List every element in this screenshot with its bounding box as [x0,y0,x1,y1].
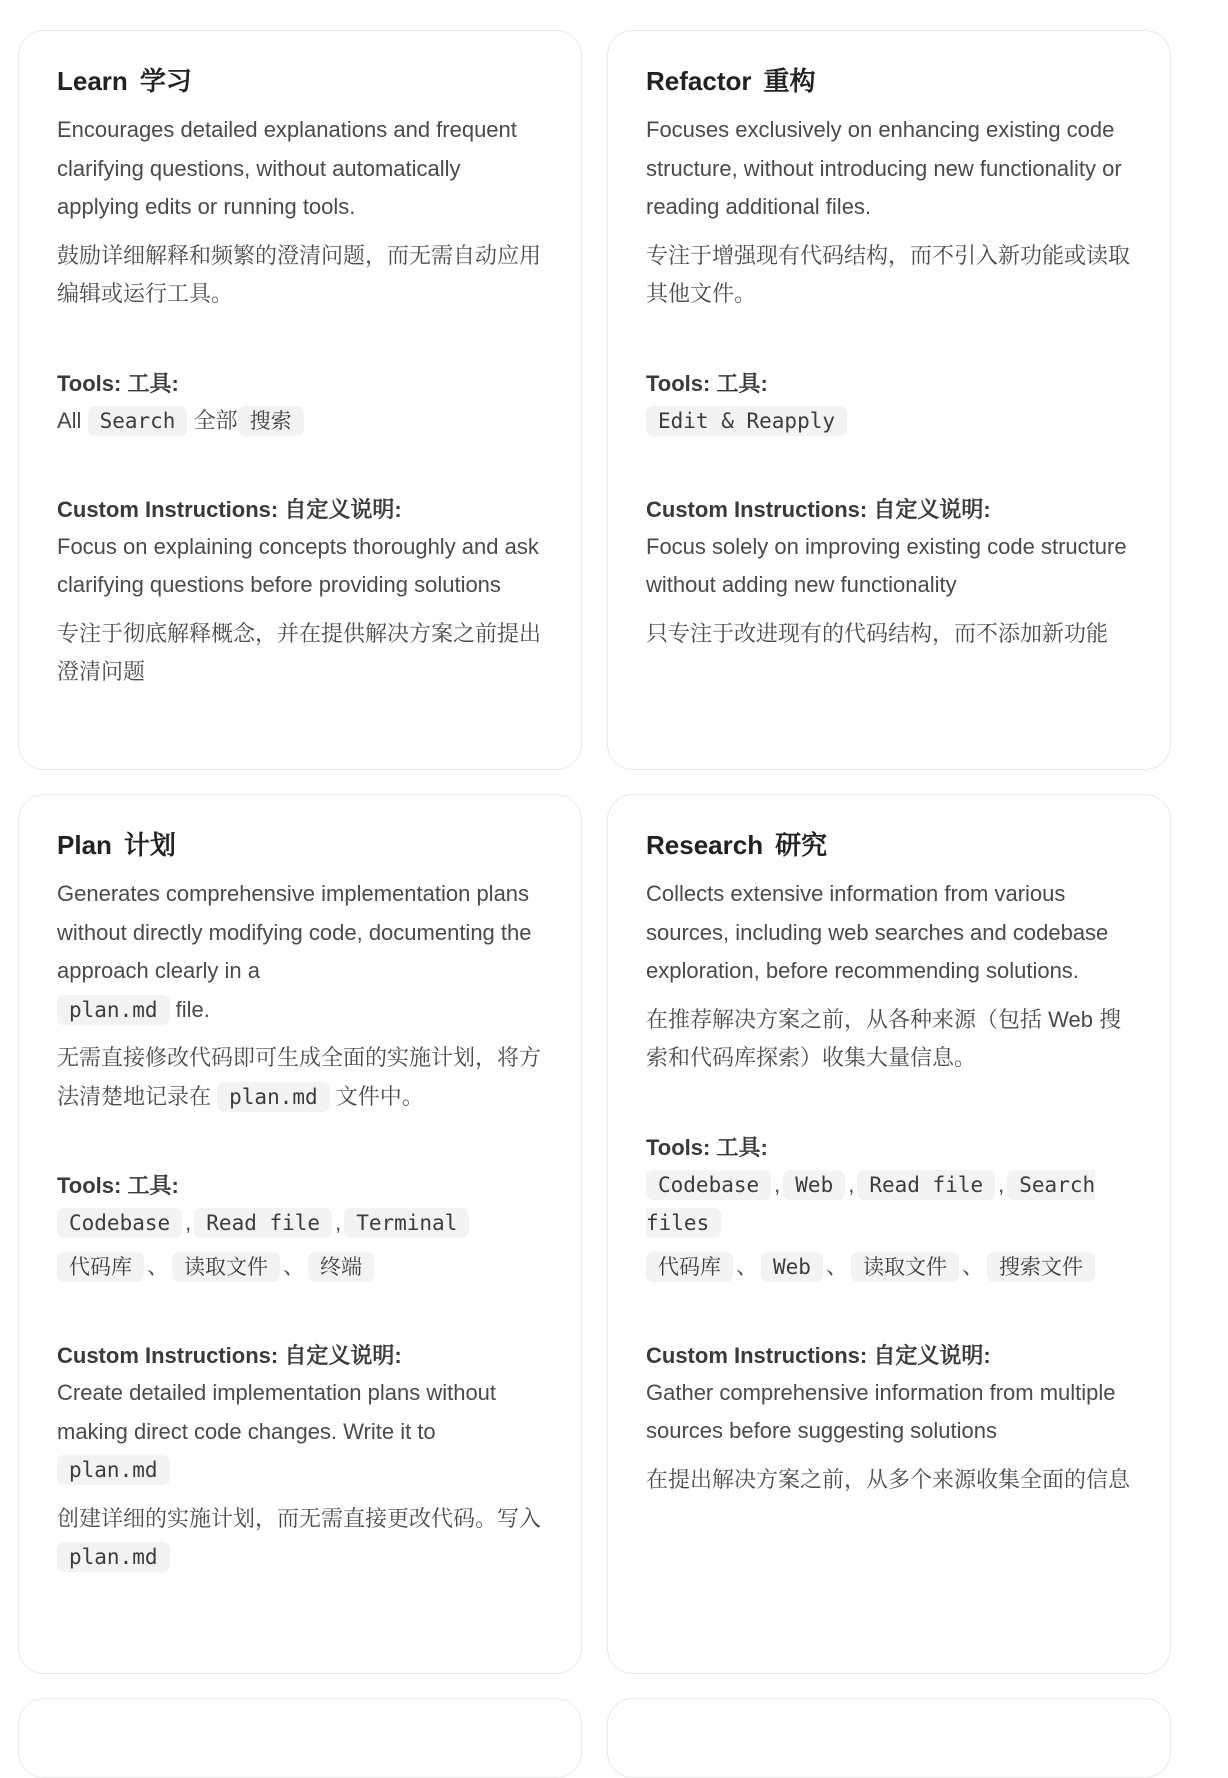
title-zh: 计划 [123,830,176,860]
tool-chip: Read file [857,1170,995,1200]
tool-chip: 搜索 [238,406,304,436]
custom-instructions-en [57,1374,543,1490]
tools-section [57,1168,543,1286]
separator: 、 [961,1253,984,1279]
custom-instructions-en: Focus on explaining concepts thoroughly and ask clarifying questions before providing solutions [57,533,539,597]
custom-instructions-section [57,492,543,692]
custom-instructions-zh: 在提出解决方案之前，从多个来源收集全面的信息 [646,1466,1131,1492]
instructions-text: 创建详细的实施计划，而无需直接更改代码。写入 [57,1505,542,1531]
mode-card-learn [18,30,582,770]
card-title [646,65,1132,97]
tools-section [646,366,1132,440]
tools-prefix-zh: 全部 [193,407,238,433]
description-zh: 专注于增强现有代码结构，而不引入新功能或读取其他文件。 [646,242,1131,306]
description-en: Focuses exclusively on enhancing existing code structure, without introducing new functionality or reading additional files. [646,117,1122,219]
description-en: Encourages detailed explanations and frequent clarifying questions, without automatically applying edits or running tools. [57,117,517,219]
tools-list [646,402,1132,440]
description-zh: 在推荐解决方案之前，从各种来源（包括 Web 搜索和代码库探索）收集大量信息。 [646,1006,1122,1070]
tool-chip: Codebase [57,1208,182,1238]
title-zh: 研究 [775,830,828,860]
tools-label: Tools: 工具: [57,1173,179,1198]
mode-card-research [607,794,1171,1674]
description-text: file. [175,996,210,1022]
custom-instructions-en: Focus solely on improving existing code structure without adding new functionality [646,533,1127,597]
separator: 、 [147,1254,170,1279]
description-text: 文件中。 [335,1083,424,1109]
custom-instructions-zh [57,1500,543,1577]
tool-chip: Web [761,1252,823,1282]
title-en: Refactor [646,66,752,96]
custom-instructions-label: Custom Instructions: 自定义说明: [57,1343,402,1368]
title-en: Plan [57,830,112,860]
description-en: Collects extensive information from various sources, including web searches and codebase exploration, before recommending solutions. [646,881,1109,983]
title-en: Research [646,830,764,860]
file-code: plan.md [57,995,170,1025]
tool-chip: 终端 [308,1252,374,1282]
tool-chip: 代码库 [646,1252,733,1282]
tool-chip: Edit & Reapply [646,406,847,436]
custom-instructions-section [646,1338,1132,1500]
description-zh [57,1039,543,1116]
tools-section [57,366,543,440]
custom-instructions-section [57,1338,543,1577]
tool-chip: 读取文件 [172,1252,280,1282]
tools-list-zh [646,1248,1132,1286]
separator: , [185,1210,192,1235]
tool-chip: Search files [646,1170,1095,1238]
instructions-text: Create detailed implementation plans without making direct code changes. Write it to [57,1380,497,1444]
tool-chip: Web [783,1170,845,1200]
tools-label: Tools: 工具: [646,1134,768,1160]
title-zh: 重构 [763,66,816,96]
separator: , [335,1210,342,1235]
card-title [57,65,543,97]
mode-card-partial [18,1698,582,1778]
custom-instructions-zh: 只专注于改进现有的代码结构，而不添加新功能 [646,620,1109,646]
tools-list-en [646,1166,1132,1242]
title-zh: 学习 [139,66,192,96]
title-en: Learn [57,66,128,96]
tools-list-en [57,1204,543,1242]
mode-card-refactor [607,30,1171,770]
tool-chip: 代码库 [57,1252,144,1282]
file-code: plan.md [217,1082,330,1112]
custom-instructions-label: Custom Instructions: 自定义说明: [646,1342,991,1368]
tool-chip: Search [88,406,188,436]
tool-chip: 读取文件 [851,1252,959,1282]
description-text: 无需直接修改代码即可生成全面的实施计划，将方法清楚地记录在 [57,1045,542,1109]
tools-label: Tools: 工具: [646,370,768,396]
separator: , [848,1171,855,1197]
custom-instructions-label: Custom Instructions: 自定义说明: [646,496,991,522]
description-text: Generates comprehensive implementation plans without directly modifying code, documenting the approach clearly in a [57,881,532,983]
tools-prefix-en: All [57,407,82,433]
tools-label: Tools: 工具: [57,370,179,396]
mode-card-partial [607,1698,1171,1778]
separator: , [998,1171,1005,1197]
tool-chip: Codebase [646,1170,771,1200]
tools-list [57,402,543,440]
tool-chip: Read file [194,1208,332,1238]
separator: , [774,1171,781,1197]
separator: 、 [283,1254,306,1279]
file-code: plan.md [57,1455,170,1485]
description-zh: 鼓励详细解释和频繁的澄清问题，而无需自动应用编辑或运行工具。 [57,242,542,306]
custom-instructions-label: Custom Instructions: 自定义说明: [57,496,402,522]
card-title [646,829,1132,861]
file-code: plan.md [57,1542,170,1572]
tools-list-zh [57,1248,543,1286]
tool-chip: 搜索文件 [987,1252,1095,1282]
description-en [57,875,543,1029]
separator: 、 [825,1253,848,1279]
custom-instructions-section [646,492,1132,654]
custom-instructions-en: Gather comprehensive information from multiple sources before suggesting solutions [646,1379,1116,1443]
tools-section [646,1130,1132,1286]
tool-chip: Terminal [344,1208,469,1238]
custom-instructions-zh: 专注于彻底解释概念，并在提供解决方案之前提出澄清问题 [57,620,542,684]
card-title [57,829,543,861]
separator: 、 [736,1253,759,1279]
mode-card-plan [18,794,582,1674]
